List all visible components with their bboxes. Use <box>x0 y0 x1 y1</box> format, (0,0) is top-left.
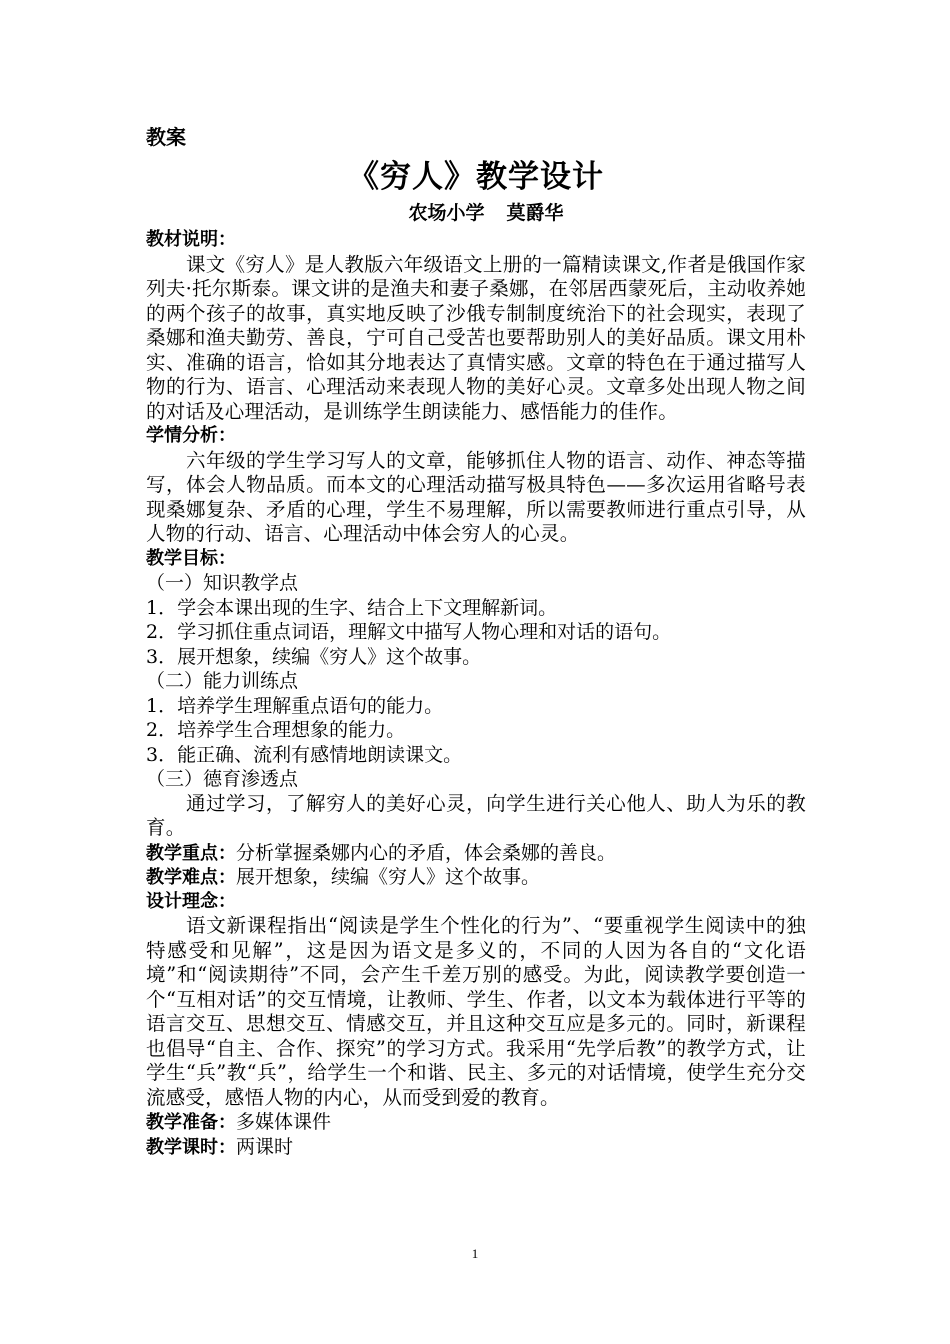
key-point-label: 教学重点： <box>146 842 236 864</box>
document-type-label: 教案 <box>146 125 186 149</box>
list-item: 1．培养学生理解重点语句的能力。 <box>146 694 444 717</box>
hours-text: 两课时 <box>236 1135 294 1158</box>
list-item: 2．培养学生合理想象的能力。 <box>146 719 406 741</box>
school-name: 农场小学 <box>408 202 485 224</box>
preparation-line <box>146 1110 806 1135</box>
ability-subheading: （二）能力训练点 <box>146 670 299 692</box>
document-title: 《穷人》教学设计 <box>348 159 604 195</box>
students-paragraph: 六年级的学生学习写人的文章，能够抓住人物的语言、动作、神态等描写，体会人物品质。而本文的心理活动描写极具特色——多次运用省略号表现桑娜复杂、矛盾的心理，学生不易理解，所以需要教师进行重点引导，从人物的行动、语言、心理活动中体会穷人的心灵。 <box>146 448 806 545</box>
material-paragraph: 课文《穷人》是人教版六年级语文上册的一篇精读课文,作者是俄国作家列夫·托尔斯泰。课文讲的是渔夫和妻子桑娜，在邻居西蒙死后，主动收养她的两个孩子的故事，真实地反映了沙俄专制制度统治下的社会现实，表现了桑娜和渔夫勤劳、善良，宁可自己受苦也要帮助别人的美好品质。课文用朴实、准确的语言，恰如其分地表达了真情实感。文章的特色在于通过描写人物的行为、语言、心理活动来表现人物的美好心灵。文章多处出现人物之间的对话及心理活动，是训练学生朗读能力、感悟能力的佳作。 <box>146 252 806 423</box>
key-point-text: 分析掌握桑娜内心的矛盾，体会桑娜的善良。 <box>236 841 617 864</box>
moral-paragraph: 通过学习，了解穷人的美好心灵，向学生进行关心他人、助人为乐的教育。 <box>146 791 806 839</box>
key-point-line <box>146 841 806 866</box>
list-item: 3．能正确、流利有感情地朗读课文。 <box>146 743 463 766</box>
list-item: 2．学习抓住重点词语，理解文中描写人物心理和对话的语句。 <box>146 621 672 643</box>
knowledge-subheading: （一）知识教学点 <box>146 572 299 594</box>
moral-subheading: （三）德育渗透点 <box>146 768 299 790</box>
author-line <box>146 198 806 228</box>
difficulty-label: 教学难点： <box>146 867 236 888</box>
students-heading: 学情分析： <box>146 425 236 446</box>
difficulty-text: 展开想象，续编《穷人》这个故事。 <box>236 866 541 888</box>
difficulty-line <box>146 865 806 890</box>
document-page <box>146 120 806 1159</box>
author-name: 莫爵华 <box>506 202 564 224</box>
page-number: 1 <box>471 1246 479 1261</box>
goals-heading: 教学目标： <box>146 547 236 569</box>
hours-line <box>146 1135 806 1160</box>
hours-label: 教学课时： <box>146 1136 236 1158</box>
preparation-text: 多媒体课件 <box>236 1111 332 1133</box>
concept-heading: 设计理念： <box>146 890 236 912</box>
list-item: 3．展开想象，续编《穷人》这个故事。 <box>146 645 482 668</box>
list-item: 1．学会本课出现的生字、结合上下文理解新词。 <box>146 596 558 619</box>
material-heading: 教材说明： <box>146 229 236 250</box>
concept-paragraph: 语文新课程指出“阅读是学生个性化的行为”、“要重视学生阅读中的独特感受和见解”，这是因为语文是多义的，不同的人因为各自的“文化语境”和“阅读期待”不同，会产生千差万别的感受。为此，阅读教学要创造一个“互相对话”的交互情境，让教师、学生、作者，以文本为载体进行平等的语言交互、思想交互、情感交互，并且这种交互应是多元的。同时，新课程也倡导“自主、合作、探究”的学习方式。我采用“先学后教”的教学方式，让学生“兵”教“兵”，给学生一个和谐、民主、多元的对话情境，使学生充分交流感受，感悟人物的内心，从而受到爱的教育。 <box>146 914 806 1109</box>
preparation-label: 教学准备： <box>146 1112 236 1133</box>
